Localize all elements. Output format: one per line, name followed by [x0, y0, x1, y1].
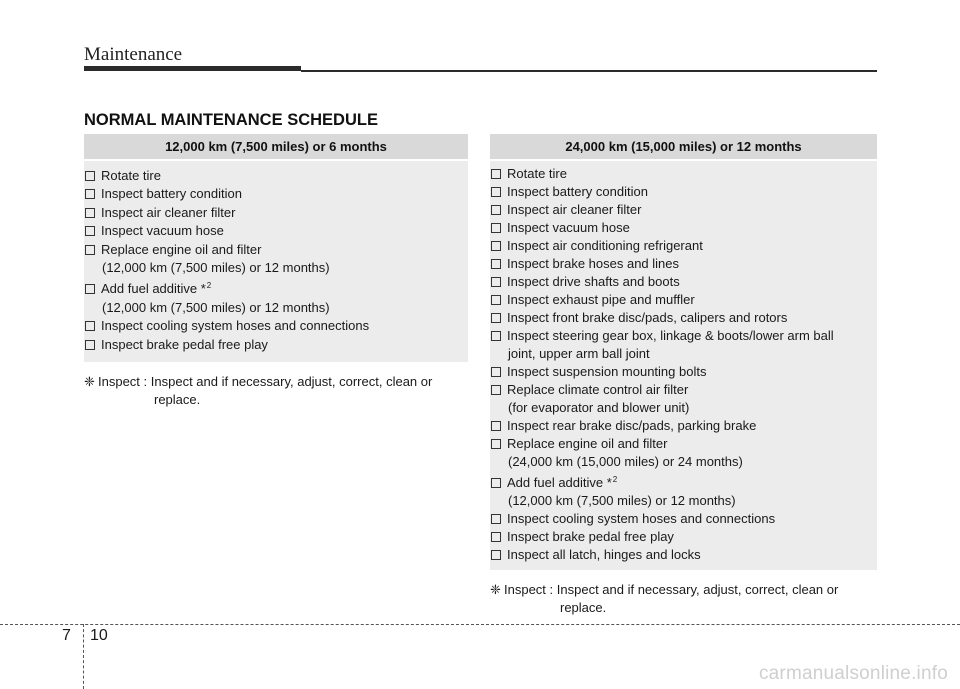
checkbox-icon: [491, 169, 501, 179]
checklist-item: [490, 201, 877, 219]
checklist-item-detail: (12,000 km (7,500 miles) or 12 months): [102, 299, 330, 315]
checkbox-icon: [491, 259, 501, 269]
checklist-item-text: Inspect air cleaner filter: [507, 202, 642, 217]
checklist-item-text: Inspect battery condition: [507, 184, 648, 199]
checkbox-icon: [85, 226, 95, 236]
checkbox-icon: [491, 313, 501, 323]
checklist-item-text: Replace engine oil and filter: [101, 241, 262, 257]
checklist-item: [84, 222, 468, 240]
checklist-item-text: Inspect suspension mounting bolts: [507, 364, 707, 379]
checklist-item: [84, 167, 468, 185]
checklist-item-text: Inspect battery condition: [101, 186, 242, 202]
header-rule-thick: [84, 66, 301, 71]
checkbox-icon: [491, 241, 501, 251]
checkbox-icon: [491, 421, 501, 431]
checklist-item: [490, 546, 877, 564]
checklist-item: [490, 183, 877, 201]
checklist-item-text: Inspect steering gear box, linkage & boots/lower arm ball: [507, 328, 834, 343]
schedule-column-24000: [490, 134, 877, 617]
checklist-item-text: Inspect air conditioning refrigerant: [507, 238, 703, 253]
checklist-item: [84, 336, 468, 354]
footer-divider: [83, 624, 84, 689]
checkbox-icon: [85, 245, 95, 255]
column-heading: 12,000 km (7,500 miles) or 6 months: [84, 134, 468, 159]
note-text-line1: Inspect and if necessary, adjust, correct, clean or: [150, 374, 433, 390]
checkbox-icon: [491, 277, 501, 287]
checkbox-icon: [491, 295, 501, 305]
checkbox-icon: [491, 385, 501, 395]
checkbox-icon: [85, 340, 95, 350]
checklist-item-text: Inspect front brake disc/pads, calipers and rotors: [507, 310, 788, 325]
checklist-item-text: Inspect air cleaner filter: [101, 204, 236, 220]
checklist-item: [84, 277, 468, 298]
note-text-line2: replace.: [560, 600, 607, 615]
checklist-item-text: Replace engine oil and filter: [507, 436, 668, 451]
checklist-item: [490, 510, 877, 528]
schedule-column-12000: [84, 134, 468, 409]
checkbox-icon: [491, 514, 501, 524]
checkbox-icon: [491, 439, 501, 449]
footnote-marker: 2: [206, 281, 212, 291]
checkbox-icon: [491, 187, 501, 197]
note-label: Inspect :: [504, 582, 554, 597]
checklist-item-text: Inspect brake hoses and lines: [507, 256, 679, 271]
checklist-item: [490, 309, 877, 327]
note-symbol-icon: ❈: [490, 582, 501, 597]
checklist-item: [84, 204, 468, 222]
checklist-item: [490, 363, 877, 381]
checklist-item-detail: (12,000 km (7,500 miles) or 12 months): [508, 493, 736, 508]
checkbox-icon: [85, 189, 95, 199]
checklist-item-text: Inspect cooling system hoses and connections: [101, 318, 370, 334]
checklist-item-text: Rotate tire: [507, 166, 567, 181]
inspect-note: [84, 373, 468, 409]
checkbox-icon: [85, 284, 95, 294]
checklist: [84, 159, 468, 362]
footnote-marker: 2: [612, 475, 618, 484]
checklist-item-text: Inspect vacuum hose: [507, 220, 630, 235]
checklist-item-text: Inspect cooling system hoses and connections: [507, 511, 776, 526]
note-label: Inspect :: [98, 374, 148, 390]
watermark: carmanualsonline.info: [758, 663, 948, 684]
checkbox-icon: [85, 171, 95, 181]
header-rule-thin: [301, 70, 877, 72]
checklist-item: [490, 219, 877, 237]
note-symbol-icon: ❈: [84, 374, 95, 390]
note-text-line1: Inspect and if necessary, adjust, correct, clean or: [556, 582, 839, 597]
checklist-item: [490, 327, 877, 345]
checklist-item-text: Replace climate control air filter: [507, 382, 689, 397]
chapter-number: 7: [62, 627, 71, 644]
checklist-item-text: Inspect vacuum hose: [101, 223, 224, 239]
checklist-item-detail: (24,000 km (15,000 miles) or 24 months): [508, 454, 743, 469]
checklist-item: [490, 528, 877, 546]
checkbox-icon: [491, 532, 501, 542]
checklist-item: [490, 165, 877, 183]
checklist-item-text: Inspect rear brake disc/pads, parking brake: [507, 418, 757, 433]
checklist-item: [490, 435, 877, 453]
note-text-line2: replace.: [154, 392, 201, 408]
checklist-item: [490, 237, 877, 255]
page-heading: NORMAL MAINTENANCE SCHEDULE: [84, 111, 378, 129]
checklist-item: [490, 381, 877, 399]
checkbox-icon: [491, 331, 501, 341]
section-title: Maintenance: [84, 44, 183, 65]
checkbox-icon: [491, 205, 501, 215]
checklist-item-text: Rotate tire: [101, 168, 161, 183]
column-heading: 24,000 km (15,000 miles) or 12 months: [490, 134, 877, 159]
checklist-item-text: Add fuel additive *: [507, 475, 612, 490]
checklist-item: [490, 417, 877, 435]
checkbox-icon: [85, 321, 95, 331]
checklist-item: [84, 241, 468, 259]
checklist-item-text: Add fuel additive *: [101, 281, 206, 297]
checklist-item: [84, 185, 468, 203]
checklist-item-detail: (12,000 km (7,500 miles) or 12 months): [102, 260, 330, 276]
checklist-item-text: Inspect drive shafts and boots: [507, 274, 680, 289]
inspect-note: [490, 581, 877, 617]
checklist-item: [490, 255, 877, 273]
checklist: [490, 159, 877, 570]
checklist-item-text: Inspect all latch, hinges and locks: [507, 547, 701, 562]
checklist-item: [490, 471, 877, 492]
footer-rule: [0, 624, 960, 625]
checklist-item: [490, 273, 877, 291]
checkbox-icon: [491, 550, 501, 560]
checklist-item: [84, 317, 468, 335]
checklist-item-text: Inspect exhaust pipe and muffler: [507, 292, 695, 307]
checkbox-icon: [491, 223, 501, 233]
checkbox-icon: [85, 208, 95, 218]
checklist-item-text: Inspect brake pedal free play: [101, 336, 268, 352]
checklist-item-detail: joint, upper arm ball joint: [508, 346, 650, 361]
checkbox-icon: [491, 478, 501, 488]
page-number: 10: [90, 627, 108, 644]
checklist-item: [490, 291, 877, 309]
checklist-item-detail: (for evaporator and blower unit): [508, 400, 690, 415]
checklist-item-text: Inspect brake pedal free play: [507, 529, 674, 544]
checkbox-icon: [491, 367, 501, 377]
